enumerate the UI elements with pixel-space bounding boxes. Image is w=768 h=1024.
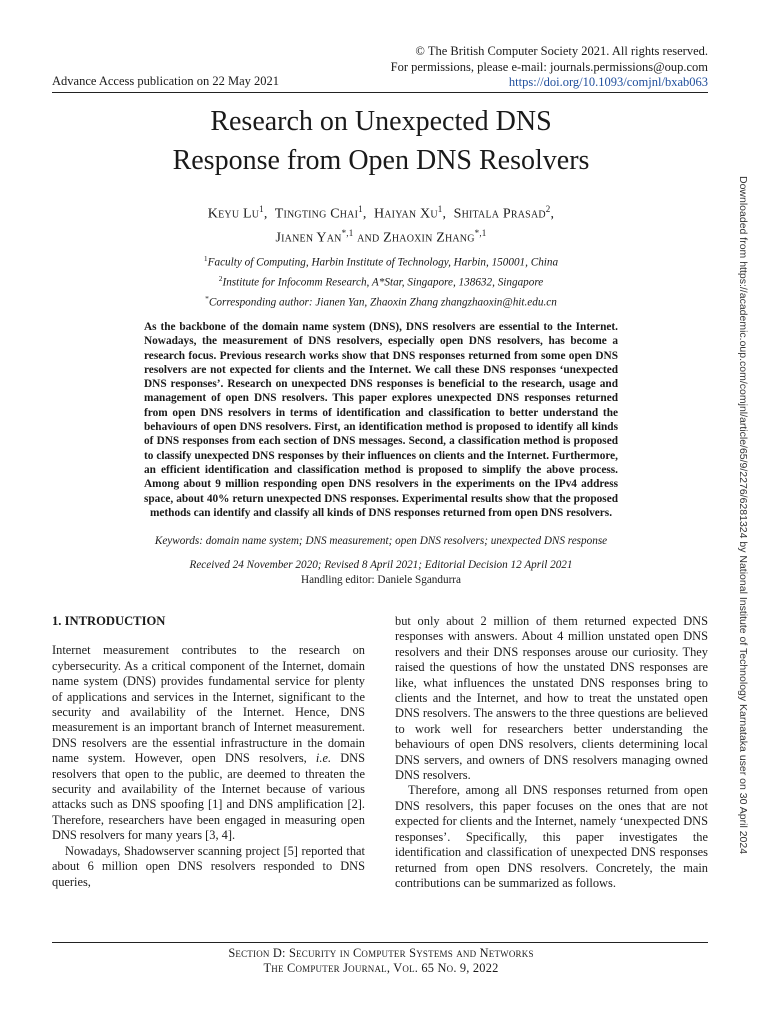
advance-access-date: Advance Access publication on 22 May 2021 [52, 74, 280, 88]
download-note: Downloaded from https://academic.oup.com/comjnl/article/65/9/2276/6281324 by National Institute of Technology Karnataka user on 30 April 2024 [737, 176, 749, 855]
body-paragraph [52, 643, 365, 843]
author-list [0, 200, 762, 247]
author-affil-mark: 1 [358, 204, 363, 214]
author-name: Shitala Prasad [453, 206, 546, 222]
affiliation-1 [0, 251, 762, 271]
author-affil-mark: *,1 [474, 227, 487, 238]
keywords: Keywords: domain name system; DNS measurement; open DNS resolvers; unexpected DNS response [154, 535, 608, 547]
body-paragraph: Therefore, among all DNS responses returned from open DNS resolvers, this paper focuses on the ones that are not expected for clients and the Internet, namely ‘unexpected DNS responses’. Specifically, this paper investigates the identification and classification of unexpected DNS responses returned from open DNS resolvers. Concretely, the main contributions can be summarized as follows. [395, 783, 708, 890]
author-affil-mark: 1 [437, 204, 443, 214]
body-column-right [395, 614, 708, 891]
author-name: Zhaoxin Zhang [383, 230, 475, 246]
author-name: Tingting Chai [274, 206, 359, 222]
affiliations [0, 251, 762, 312]
body-column-left [52, 614, 365, 890]
received-dates: Received 24 November 2020; Revised 8 April 2021; Editorial Decision 12 April 2021 [189, 559, 573, 571]
title-line-2: Response from Open DNS Resolvers [172, 145, 590, 176]
permissions-notice: For permissions, please e-mail: journals.permissions@oup.com [390, 59, 708, 74]
corresponding-author [0, 291, 762, 311]
paragraph-emphasis: i.e. [315, 751, 332, 766]
copyright-notice: © The British Computer Society 2021. All rights reserved. [415, 44, 708, 58]
author-affil-mark: *,1 [341, 227, 354, 238]
footer-journal: The Computer Journal, Vol. 65 No. 9, 2022 [263, 961, 499, 975]
paragraph-text: DNS resolvers that open to the public, are deemed to threaten the security and availability of the Internet because of various attacks such as DNS spoofing [1] and DNS amplification [2]. Therefore, researchers have been engaged in measuring open DNS resolvers for many years [3, 4]. [52, 751, 365, 843]
doi-link[interactable]: https://doi.org/10.1093/comjnl/bxab063 [508, 75, 708, 89]
affil-mark: 1 [203, 254, 208, 263]
footer-section: Section D: Security in Computer Systems and Networks [228, 946, 534, 960]
section-heading: 1. INTRODUCTION [52, 614, 166, 628]
author-name: Haiyan Xu [373, 206, 438, 222]
affil-text: Corresponding author: Jianen Yan, Zhaoxin Zhang zhangzhaoxin@hit.edu.cn [208, 297, 557, 310]
body-paragraph: Nowadays, Shadowserver scanning project [5] reported that about 6 million open DNS resolvers responded to DNS queries, [52, 843, 365, 889]
copyright-block [288, 44, 708, 91]
paragraph-text: Internet measurement contributes to the research on cybersecurity. As a critical component of the Internet, domain name system (DNS) provides fundamental service for plenty of applications and services in the Internet, significant to the security and availability of the Internet. Hence, DNS measurement is an important branch of Internet measurement. DNS resolvers are the essential infrastructure in the domain name system. However, open DNS resolvers, [52, 643, 365, 766]
affil-text: Institute for Infocomm Research, A*Star, Singapore, 138632, Singapore [222, 276, 544, 289]
author-affil-mark: 1 [259, 204, 264, 214]
paper-title [0, 102, 762, 180]
author-name: Keyu Lu [207, 206, 260, 222]
author-line-1: Keyu Lu$^1$, Tingting Chai$^1$, Haiyan Xu$^1$, Shitala Prasad$^2$, [207, 204, 555, 222]
page-footer [0, 946, 762, 976]
footer-divider [52, 942, 708, 943]
affil-mark: 2 [218, 274, 223, 284]
author-conjunction: and [357, 230, 380, 246]
body-paragraph: but only about 2 million of them returned expected DNS responses with answers. About 4 million unstated open DNS resolvers and their DNS responses arouse our curiosity. They raised the questions of how the unstated DNS responses are like, what influences the unstated DNS responses bring to clients and the Internet, and how to treat the unstated open DNS resolvers. The answers to the three questions are believed to work well for researchers better understanding the behaviours of open DNS resolvers, clients determining local DNS servers, and owners of DNS resolvers managing owned DNS resolvers. [395, 614, 708, 783]
abstract: As the backbone of the domain name system (DNS), DNS resolvers are essential to the Internet. Nowadays, the measurement of DNS resolvers, especially open DNS resolvers, has become a research focus. Previous research works show that DNS responses returned from some open DNS resolvers are not expected for clients and the Internet. We call these DNS responses ‘unexpected DNS responses’. Research on unexpected DNS responses is beneficial to the research, usage and management of open DNS resolvers. This paper explores unexpected DNS responses returned from open DNS resolvers in terms of identification and classification to better understand the behaviours of open DNS resolvers. First, an identification method is proposed to identify all kinds of DNS responses from each section of DNS messages. Second, a classification method is proposed to classify unexpected DNS responses by their influences on clients and the Internet. Furthermore, an efficient identification and classification method is proposed to simplify the above process. Among about 9 million responding open DNS resolvers in the experiments on the IPv4 address space, about 40% return unexpected DNS responses. Experimental results show that the proposed methods can identify and classify all kinds of DNS responses returned from open DNS resolvers. [144, 321, 618, 519]
header-divider [52, 92, 708, 93]
handling-editor: Handling editor: Daniele Sgandurra [301, 574, 461, 586]
author-line-2 [0, 224, 762, 248]
affil-mark: * [205, 294, 209, 304]
affiliation-2 [0, 271, 762, 291]
author-name: Jianen Yan [275, 230, 342, 246]
author-affil-mark: 2 [545, 204, 551, 214]
download-watermark [735, 176, 755, 856]
title-line-1: Research on Unexpected DNS [210, 106, 552, 137]
affil-text: Faculty of Computing, Harbin Institute of Technology, Harbin, 150001, China [207, 256, 559, 269]
